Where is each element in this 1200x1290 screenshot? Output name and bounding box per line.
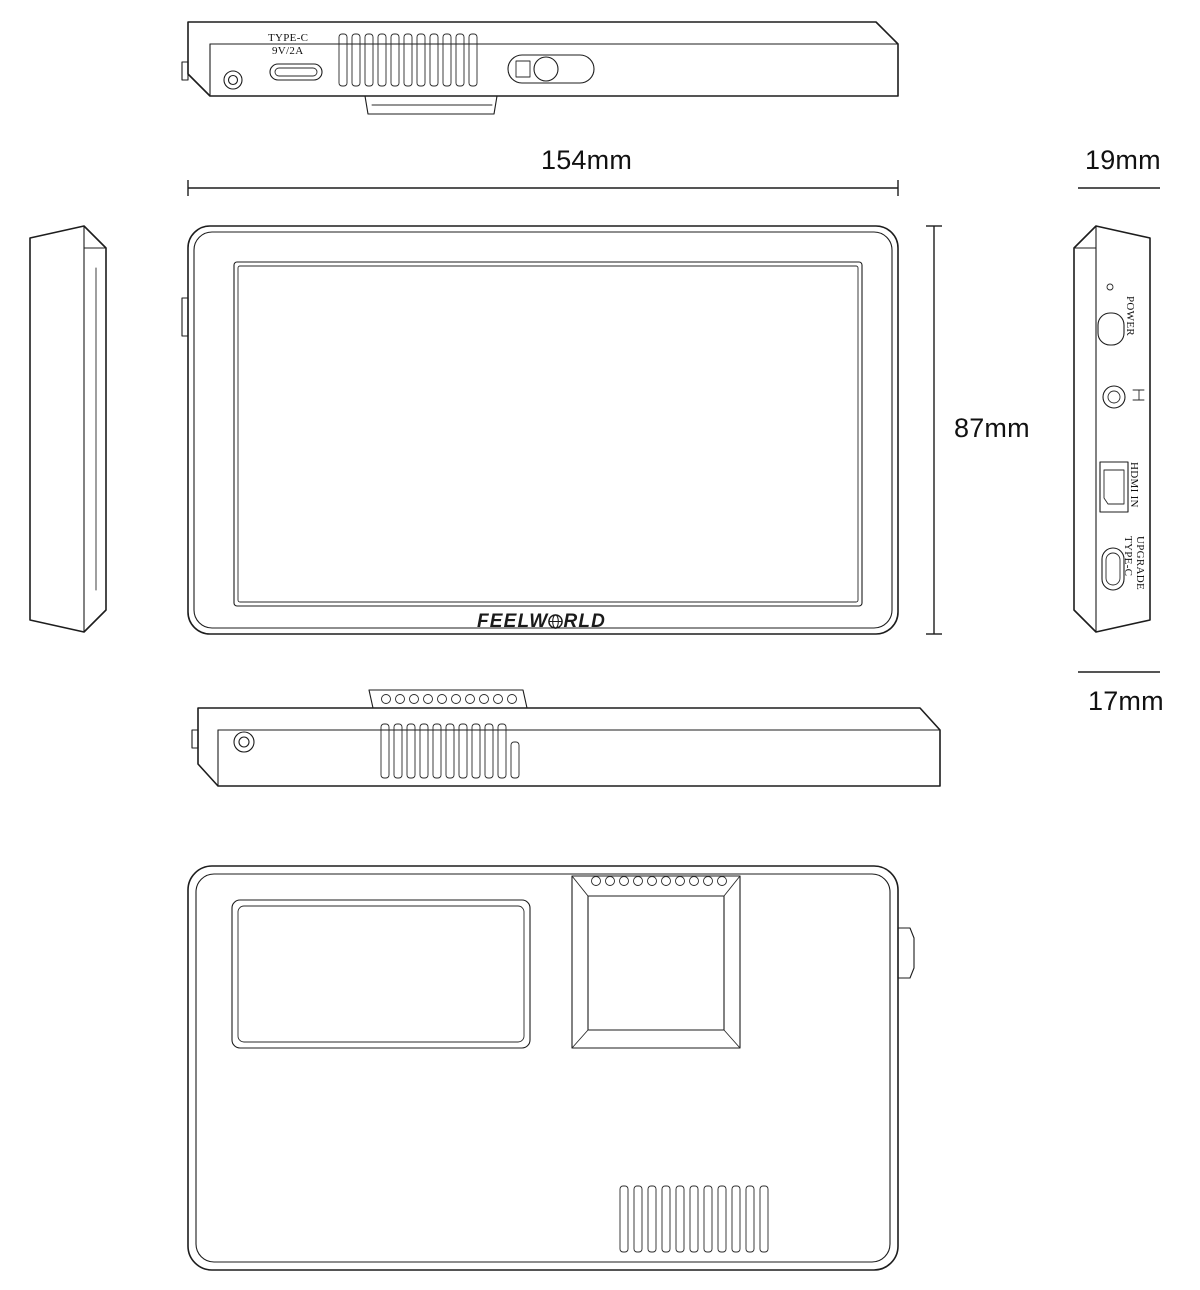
- top-usb-c-label-line2: 9V/2A: [272, 45, 304, 57]
- power-button-label: POWER: [1124, 296, 1136, 336]
- brand-text-right: RLD: [563, 611, 607, 632]
- brand-logo: [477, 611, 606, 633]
- front-view: [182, 226, 898, 634]
- hdmi-port-label: HDMI IN: [1128, 462, 1140, 508]
- brand-text-left: FEELW: [477, 611, 549, 632]
- height-dimension-label: 87mm: [954, 413, 1030, 443]
- globe-icon: [548, 614, 563, 629]
- type-c-upgrade-label-line2: UPGRADE: [1134, 536, 1146, 591]
- rear-view: [188, 866, 914, 1270]
- depth-top-dimension-label: 19mm: [1085, 145, 1161, 175]
- top-usb-c-label-line1: TYPE-C: [268, 32, 309, 44]
- width-dimension: [188, 180, 898, 196]
- height-dimension: [926, 226, 942, 634]
- type-c-upgrade-label-line1: TYPE-C: [1122, 536, 1134, 577]
- bottom-edge-view: [192, 690, 940, 786]
- depth-bottom-dimension-label: 17mm: [1088, 686, 1164, 716]
- width-dimension-label: 154mm: [541, 145, 633, 175]
- left-edge-view: [30, 226, 106, 632]
